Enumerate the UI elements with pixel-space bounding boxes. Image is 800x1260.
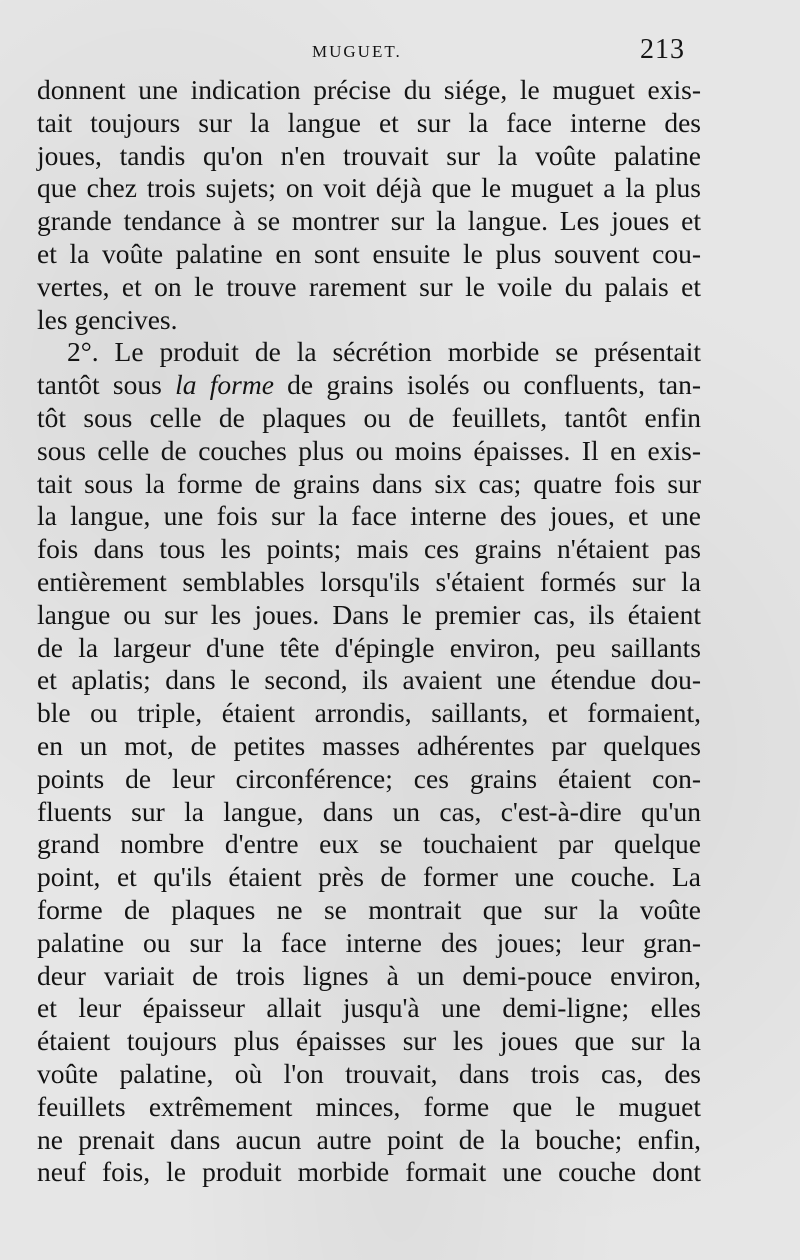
running-head-title: MUGUET. [312,42,402,61]
text-line: ne prenait dans aucun autre point de la bouche; enfin, [37,1123,701,1155]
text-line: que chez trois sujets; on voit déjà que le muguet a la plus [37,172,701,204]
text-line: feuillets extrêmement minces, forme que le muguet [37,1090,701,1122]
text-line: forme de plaques ne se montrait que sur la voûte [37,893,701,925]
text-line: et aplatis; dans le second, ils avaient une étendue dou- [37,664,701,696]
text-run: tantôt sous [37,369,176,401]
text-line: langue ou sur les joues. Dans le premier cas, ils étaient [37,598,701,630]
text-line: points de leur circonférence; ces grains étaient con- [37,762,701,794]
body-text [37,74,701,1189]
text-line: et la voûte palatine en sont ensuite le plus souvent cou- [37,237,701,269]
text-line: tait toujours sur la langue et sur la face interne des [37,106,701,138]
italic-phrase: la forme [175,369,274,401]
running-head [0,36,800,66]
text-line: et leur épaisseur allait jusqu'à une demi-ligne; elles [37,992,701,1024]
text-line: sous celle de couches plus ou moins épaisses. Il en exis- [37,434,701,466]
paragraph-opening-line: 2°. Le produit de la sécrétion morbide se présentait [67,336,701,368]
text-line: grande tendance à se montrer sur la langue. Les joues et [37,205,701,237]
text-line-with-italic [37,369,701,402]
text-line: neuf fois, le produit morbide formait une couche dont [37,1156,701,1188]
text-line: tôt sous celle de plaques ou de feuillets, tantôt enfin [37,401,701,433]
text-line: palatine ou sur la face interne des joues; leur gran- [37,926,701,958]
text-run: de grains isolés ou confluents, tan- [273,369,702,401]
text-line: de la largeur d'une tête d'épingle environ, peu saillants [37,631,701,663]
text-line: ble ou triple, étaient arrondis, saillants, et formaient, [37,697,701,729]
text-line: grand nombre d'entre eux se touchaient par quelque [37,828,701,860]
text-line: deur variait de trois lignes à un demi-pouce environ, [37,959,701,991]
page-number: 213 [640,34,685,65]
text-line: les gencives. [37,303,178,335]
text-line: donnent une indication précise du siége, le muguet exis- [37,74,701,105]
text-line: étaient toujours plus épaisses sur les joues que sur la [37,1025,701,1057]
text-line: fois dans tous les points; mais ces grains n'étaient pas [37,533,701,565]
text-line: vertes, et on le trouve rarement sur le voile du palais et [37,270,701,302]
text-line: entièrement semblables lorsqu'ils s'étaient formés sur la [37,565,701,597]
text-line: joues, tandis qu'on n'en trouvait sur la voûte palatine [37,139,701,171]
text-line: la langue, une fois sur la face interne des joues, et une [37,500,701,532]
text-line: tait sous la forme de grains dans six cas; quatre fois sur [37,467,701,499]
text-line: voûte palatine, où l'on trouvait, dans trois cas, des [37,1057,701,1089]
text-line: point, et qu'ils étaient près de former une couche. La [37,861,701,893]
text-line: en un mot, de petites masses adhérentes par quelques [37,729,701,761]
text-line: fluents sur la langue, dans un cas, c'est-à-dire qu'un [37,795,701,827]
